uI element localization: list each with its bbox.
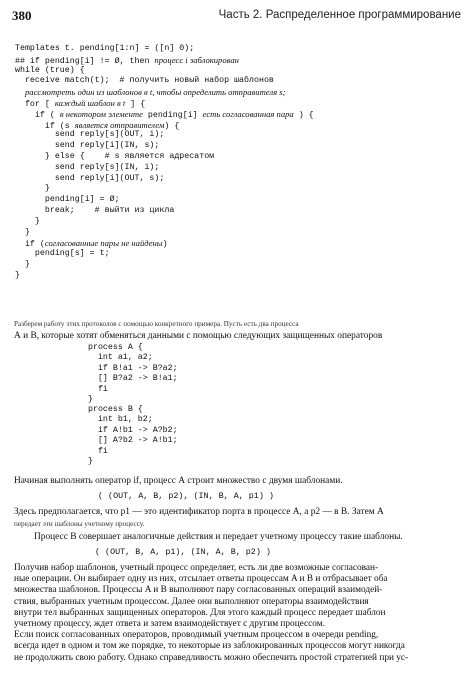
code-text: } xyxy=(15,227,30,237)
process-b-code-line: int b1, b2; xyxy=(88,415,153,425)
code-text: } xyxy=(15,216,40,226)
paragraph-line: Получив набор шаблонов, учетный процесс определяет, есть ли две возможные согласован- xyxy=(14,563,379,573)
process-a-templates: ( (OUT, A, B, p2), (IN, B, A, p1) ) xyxy=(98,491,274,501)
process-a-code-line: if B!a1 -> B?a2; xyxy=(88,363,178,373)
code-comment: каждый шаблон в t xyxy=(54,97,126,108)
code-line xyxy=(15,238,460,249)
code-line xyxy=(15,271,460,282)
intro-text-line-1: Разберем работу этих протоколов с помощью конкретного примера. Пусть есть два процесса xyxy=(14,320,299,328)
running-title: Часть 2. Распределенное программирование xyxy=(218,9,461,21)
code-text: } else { # s является адресатом xyxy=(15,151,215,161)
code-comment: согласованные пары не найдены xyxy=(44,238,163,249)
process-b-code xyxy=(88,405,178,467)
code-text: if ( xyxy=(15,110,60,120)
paragraph-line: ные операции. Он выбирает одну из них, отсылает ответы процессам A и B и отбрасывает оба xyxy=(14,574,388,585)
assumption-text-line-1: Здесь предполагается, что p1 — это идентификатор порта в процессе A, а p2 — в B. Затем A xyxy=(14,507,384,517)
code-text: pending[s] = t; xyxy=(15,249,110,259)
clearinghouse-code-listing xyxy=(15,44,460,306)
code-text: break; # выйти из цикла xyxy=(15,205,175,215)
page-number: 380 xyxy=(12,8,32,23)
code-text: if ( xyxy=(15,240,45,250)
process-a-code xyxy=(88,343,178,405)
code-text: send reply[i](OUT, s); xyxy=(15,173,165,183)
code-text: } xyxy=(15,270,20,280)
code-line xyxy=(15,130,460,141)
code-line xyxy=(15,195,460,206)
code-line xyxy=(15,76,460,87)
code-line xyxy=(15,109,460,120)
code-line xyxy=(15,217,460,228)
process-a-code-line: process A { xyxy=(88,343,143,352)
process-a-code-line: } xyxy=(88,394,93,404)
code-text: send reply[s](OUT, i); xyxy=(15,130,165,140)
paragraph-line: всегда идет в одном и том же порядке, то некоторые из заблокированных процессов могут никогда xyxy=(14,641,405,652)
code-text: while (true) { xyxy=(15,65,85,75)
code-text: ## if pending[i] != Ø, then xyxy=(15,56,155,66)
process-a-code-line: [] B?a2 -> B!a1; xyxy=(88,374,178,384)
code-text: ) xyxy=(162,240,168,250)
page-header xyxy=(12,8,461,26)
code-text: for [ xyxy=(15,99,55,109)
code-line xyxy=(15,228,460,239)
process-b-code-line: if A!b1 -> A?b2; xyxy=(88,425,178,435)
process-b-code-line: [] A?b2 -> A!b1; xyxy=(88,436,178,446)
code-text: receive match(t); # получить новый набор шаблонов xyxy=(15,76,274,86)
process-b-code-line: fi xyxy=(88,446,108,456)
final-paragraph xyxy=(14,563,462,664)
code-line xyxy=(15,163,460,174)
assumption-text-line-2: передает эти шаблоны учетному процессу. xyxy=(14,520,145,528)
code-comment: есть согласованная пара xyxy=(202,108,294,119)
code-comment: процесс i заблокирован xyxy=(154,54,239,65)
code-line xyxy=(15,174,460,185)
code-line xyxy=(15,184,460,195)
code-line xyxy=(15,87,460,98)
code-text: send reply[i](IN, s); xyxy=(15,141,160,151)
code-text xyxy=(15,89,25,98)
code-text: ) { xyxy=(293,110,314,120)
code-line xyxy=(15,260,460,271)
code-line xyxy=(15,152,460,163)
code-line xyxy=(15,141,460,152)
process-a-description: Начиная выполнять оператор if, процесс А строит множество с двумя шаблонами. xyxy=(14,476,343,486)
code-line xyxy=(15,206,460,217)
intro-text-line-2: А и В, которые хотят обменяться данными с помощью следующих защищенных операторов xyxy=(14,331,383,341)
process-b-templates: ( (OUT, B, A, p1), (IN, A, B, p2) ) xyxy=(95,547,271,557)
process-b-code-line: } xyxy=(88,456,93,466)
code-text: ] { xyxy=(125,99,146,109)
code-text: } xyxy=(15,184,50,194)
code-line xyxy=(15,249,460,260)
process-b-code-line: process B { xyxy=(88,405,143,414)
code-comment: является отправителем xyxy=(74,119,165,130)
code-comment: рассмотреть один из шаблонов в t, чтобы определить отправителя s; xyxy=(24,87,286,98)
code-text: Templates t. pending[1:n] = ([n] 0); xyxy=(15,44,195,53)
paragraph-line: Если поиск согласованных операторов, проводимый учетным процессом в очереди pending, xyxy=(14,630,379,641)
paragraph-line: внутри тел выбранных защищенных операторов. Для этого каждый процесс передает шаблон xyxy=(14,607,386,618)
code-text: if (s xyxy=(15,121,75,131)
code-line xyxy=(15,98,460,109)
code-text: pending[i] xyxy=(142,110,203,120)
process-a-code-line: int a1, a2; xyxy=(88,353,153,363)
paragraph-line: ствия, выбранных учетным процессом. Далее они выполняют операторы взаимодействия xyxy=(14,596,369,607)
code-text: } xyxy=(15,259,30,269)
process-a-code-line: fi xyxy=(88,384,108,394)
code-text: pending[i] = Ø; xyxy=(15,195,120,205)
paragraph-line: не продолжить свою работу. Однако справедливость можно обеспечить простой стратегией при ус- xyxy=(14,652,409,663)
process-b-description: Процесс В совершает аналогичные действия и передает учетному процессу такие шаблоны. xyxy=(34,532,403,542)
paragraph-line: учетному процессу, ждет ответа и затем взаимодействует с другим процессом. xyxy=(14,618,325,629)
code-text: ) { xyxy=(164,121,180,131)
code-line xyxy=(15,44,460,55)
code-line xyxy=(15,55,460,66)
code-comment: в некотором элементе xyxy=(59,108,143,119)
code-text: send reply[s](IN, i); xyxy=(15,162,160,172)
paragraph-line: множества шаблонов. Процессы A и B выполняют пару согласованных операций взаимодей- xyxy=(14,585,383,596)
code-line xyxy=(15,120,460,131)
code-line xyxy=(15,66,460,77)
